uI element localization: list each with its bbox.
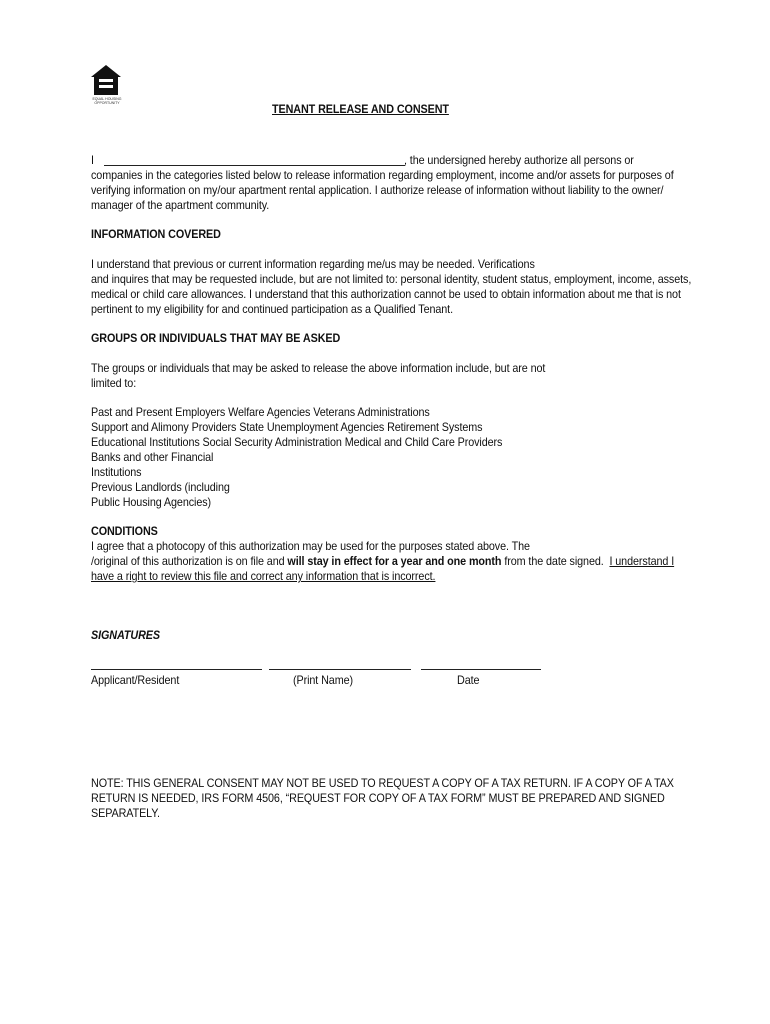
list-item: Educational Institutions Social Security Administration Medical and Child Care Providers [91,436,503,449]
intro-line4: manager of the apartment community. [91,199,270,212]
print-name-label: (Print Name) [293,674,353,687]
logo-caption: EQUAL HOUSING OPPORTUNITY [92,97,122,105]
groups-line2: limited to: [91,377,137,390]
conditions-line2-a: /original of this authorization is on file and [91,555,288,568]
list-item: Banks and other Financial [91,451,214,464]
groups-line1: The groups or individuals that may be asked to release the above information include, but are not [91,362,546,375]
list-item: Past and Present Employers Welfare Agencies Veterans Administrations [91,406,430,419]
list-item: Public Housing Agencies) [91,496,212,509]
list-item: Previous Landlords (including [91,481,230,494]
signatures-heading: SIGNATURES [91,629,160,642]
print-name-line[interactable] [269,669,411,670]
date-line[interactable] [421,669,541,670]
conditions-line3: have a right to review this file and correct any information that is incorrect. [91,570,436,583]
intro-line3: verifying information on my/our apartment rental application. I authorize release of information without liability to the owner/ [91,184,664,197]
groups-heading: GROUPS OR INDIVIDUALS THAT MAY BE ASKED [91,332,341,345]
intro-prefix: I [91,154,94,167]
conditions-line2 [91,555,674,570]
date-label: Date [457,674,480,687]
information-covered-heading: INFORMATION COVERED [91,228,221,241]
note-line2: RETURN IS NEEDED, IRS FORM 4506, “REQUEST FOR COPY OF A TAX FORM” MUST BE PREPARED AND SIGNED [91,792,665,805]
intro-line1: , the undersigned hereby authorize all persons or [404,154,634,167]
document-title: TENANT RELEASE AND CONSENT [272,103,449,116]
applicant-label: Applicant/Resident [91,674,180,687]
tenant-name-line[interactable] [104,165,405,166]
conditions-line2-c: from the date signed. [501,555,610,568]
info-line1: I understand that previous or current information regarding me/us may be needed. Verifications [91,258,535,271]
conditions-line2-d: I understand I [609,555,675,568]
intro-line2: companies in the categories listed below to release information regarding employment, income and/or assets for purposes of [91,169,674,182]
note-line1: NOTE: THIS GENERAL CONSENT MAY NOT BE USED TO REQUEST A COPY OF A TAX RETURN. IF A COPY OF A TAX [91,777,674,790]
list-item: Support and Alimony Providers State Unemployment Agencies Retirement Systems [91,421,483,434]
info-line4: pertinent to my eligibility for and continued participation as a Qualified Tenant. [91,303,453,316]
conditions-line1: I agree that a photocopy of this authorization may be used for the purposes stated above. The [91,540,530,553]
info-line2: and inquires that may be requested include, but are not limited to: personal identity, student status, employment, income, assets, [91,273,692,286]
applicant-signature-line[interactable] [91,669,262,670]
conditions-duration: will stay in effect for a year and one month [287,555,502,568]
info-line3: medical or child care allowances. I understand that this authorization cannot be used to obtain information about me that is not [91,288,681,301]
conditions-heading: CONDITIONS [91,525,158,538]
list-item: Institutions [91,466,142,479]
note-line3: SEPARATELY. [91,807,160,820]
